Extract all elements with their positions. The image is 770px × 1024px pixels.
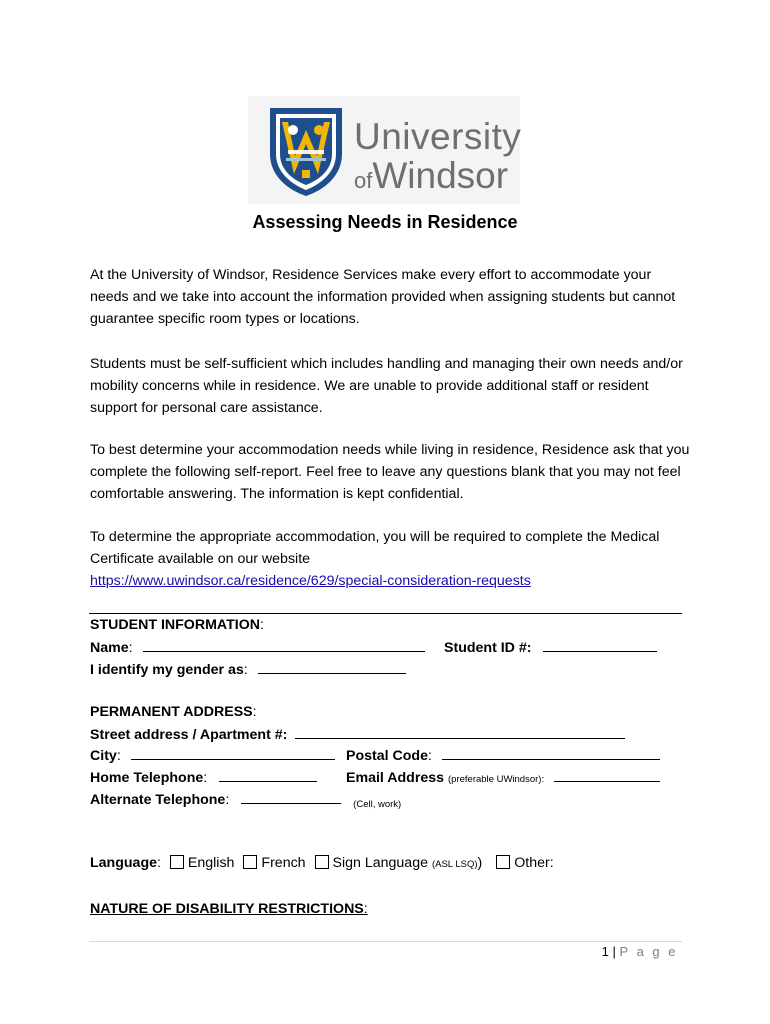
disability-heading: NATURE OF DISABILITY RESTRICTIONS: [90, 901, 364, 917]
wordmark-line1: University: [354, 116, 522, 157]
student-info-heading: STUDENT INFORMATION: [90, 617, 260, 633]
email-label: Email Address: [346, 770, 445, 786]
permanent-address-heading-row: PERMANENT ADDRESS:: [90, 704, 257, 720]
gender-field[interactable]: [258, 659, 406, 674]
alt-phone-label: Alternate Telephone: [90, 792, 226, 808]
alt-phone-field[interactable]: [241, 789, 341, 804]
street-label: Street address / Apartment #:: [90, 727, 288, 743]
alt-phone-note: (Cell, work): [353, 799, 402, 810]
sign-language-option-label: Sign Language: [332, 855, 428, 871]
email-field[interactable]: [554, 767, 660, 782]
page-footer: [602, 944, 678, 959]
postal-field[interactable]: [442, 745, 660, 760]
city-row: City:: [90, 745, 335, 765]
page-word: P a g e: [619, 944, 678, 959]
gender-row: I identify my gender as:: [90, 659, 406, 679]
footer-divider: [89, 941, 682, 942]
student-info-heading-row: STUDENT INFORMATION:: [90, 617, 264, 633]
english-checkbox[interactable]: [170, 855, 184, 869]
french-checkbox[interactable]: [243, 855, 257, 869]
page-number: 1: [601, 944, 609, 959]
email-row: [346, 767, 660, 787]
language-label: Language: [90, 855, 158, 871]
french-option-label: French: [261, 855, 306, 871]
city-field[interactable]: [131, 745, 335, 760]
other-checkbox[interactable]: [496, 855, 510, 869]
permanent-address-heading: PERMANENT ADDRESS: [90, 704, 253, 720]
email-note: (preferable UWindsor):: [448, 774, 545, 785]
home-phone-label: Home Telephone: [90, 770, 204, 786]
home-phone-row: Home Telephone:: [90, 767, 317, 787]
wordmark-of: of: [354, 168, 373, 193]
name-row: Name:: [90, 637, 425, 657]
paragraph-4-text: To determine the appropriate accommodation, you will be required to complete the Medical Certificate available on our website: [90, 529, 660, 567]
home-phone-field[interactable]: [219, 767, 317, 782]
section-divider: [89, 613, 682, 614]
university-shield-logo: [266, 104, 346, 198]
document-title: Assessing Needs in Residence: [252, 212, 518, 232]
city-label: City: [90, 748, 117, 764]
street-row: [90, 724, 625, 744]
alt-phone-row: Alternate Telephone: $_{(Cell, work)}$: [90, 789, 401, 809]
page-separator: |: [612, 944, 616, 959]
paragraph-3: To best determine your accommodation needs while living in residence, Residence ask that you complete the following self-report. Feel free to leave any questions blank that you may not feel comfortable answering. The information is kept confidential.: [90, 442, 690, 502]
special-consideration-link[interactable]: https://www.uwindsor.ca/residence/629/special-consideration-requests: [90, 573, 531, 589]
street-field[interactable]: [295, 724, 625, 739]
english-option-label: English: [187, 855, 235, 871]
gender-label: I identify my gender as: [90, 662, 244, 678]
wordmark-windsor: Windsor: [372, 155, 509, 196]
postal-label: Postal Code: [346, 748, 428, 764]
disability-heading-row: NATURE OF DISABILITY RESTRICTIONS:: [90, 901, 368, 917]
sign-language-close: ): [477, 855, 483, 871]
name-field[interactable]: [143, 637, 425, 652]
student-id-field[interactable]: [543, 637, 657, 652]
sign-language-checkbox[interactable]: [315, 855, 329, 869]
paragraph-4: [90, 526, 690, 592]
postal-row: Postal Code:: [346, 745, 660, 765]
student-id-label: Student ID #:: [444, 640, 532, 656]
other-option-label: Other:: [514, 855, 554, 871]
student-id-row: [444, 637, 657, 657]
university-wordmark: [354, 118, 521, 194]
sign-language-note: (ASL LSQ): [431, 859, 478, 870]
paragraph-1: At the University of Windsor, Residence Services make every effort to accommodate your needs and we take into account the information provided when assigning students but cannot guarantee specific room types or locations.: [90, 267, 676, 327]
language-row: Language: English French Sign Language (ASL LSQ)) Other:: [90, 855, 554, 871]
paragraph-2: Students must be self-sufficient which includes handling and managing their own needs and/or mobility concerns while in residence. We are unable to provide additional staff or resident support for personal care assistance.: [90, 356, 683, 416]
name-label: Name: [90, 640, 129, 656]
